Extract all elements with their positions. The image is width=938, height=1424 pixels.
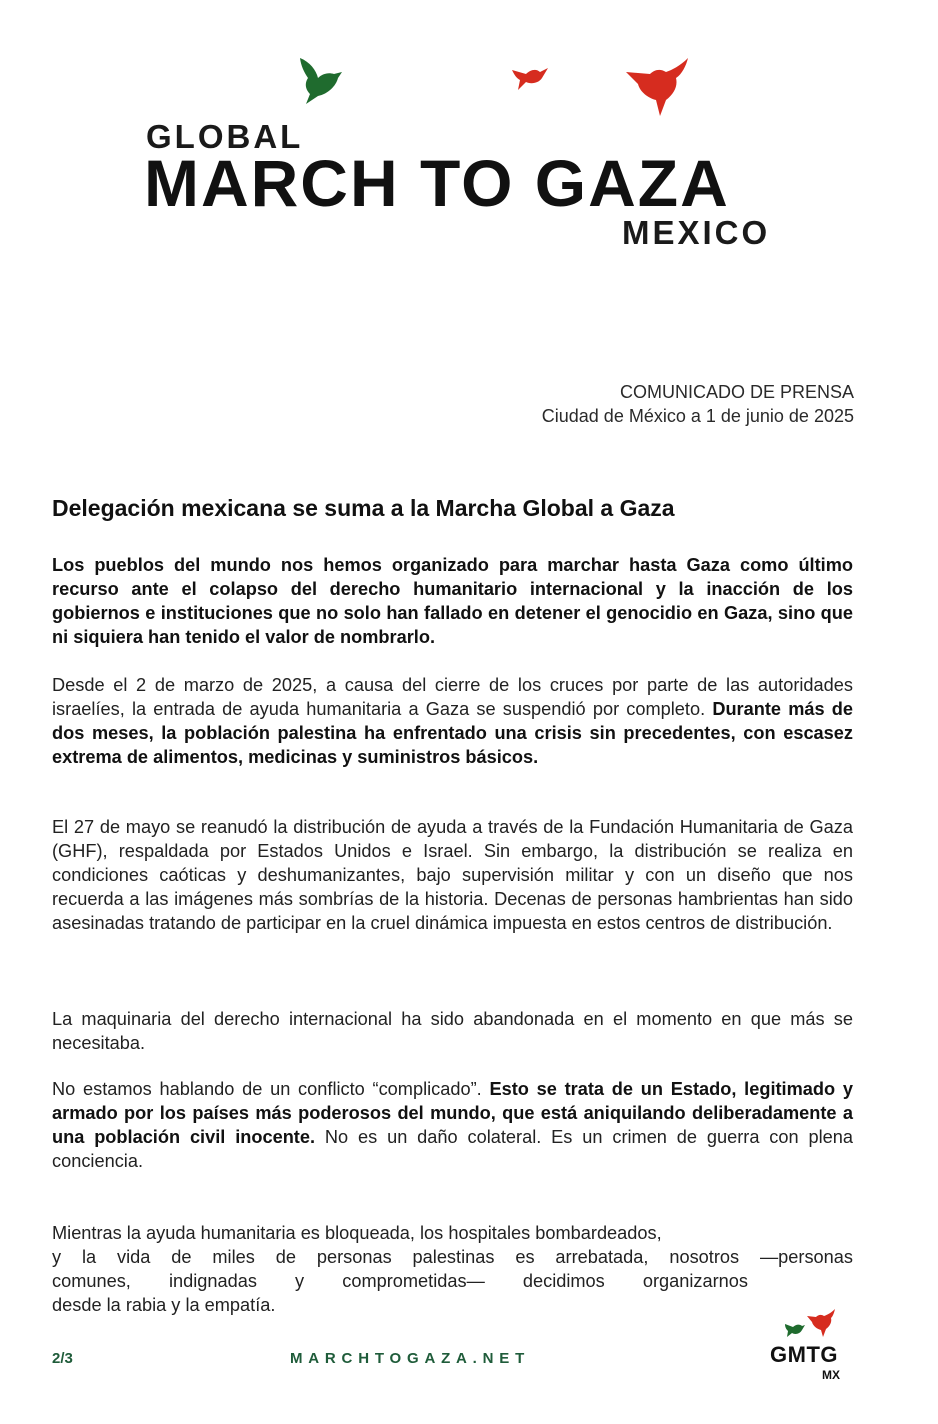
paragraph-2 [52, 673, 853, 769]
small-red-dove-icon [510, 66, 550, 92]
paragraph-5-text-a: No estamos hablando de un conflicto “complicado”. [52, 1079, 490, 1099]
logo-country-text: MEXICO [622, 214, 771, 251]
footer-brand-logo [768, 1306, 858, 1386]
logo-main-text: MARCH TO GAZA [144, 146, 730, 220]
press-label: COMUNICADO DE PRENSA [619, 382, 854, 402]
paragraph-5 [52, 1077, 853, 1173]
paragraph-6-line-3: comunes, indignadas y comprometidas— decidimos organizarnos [52, 1271, 748, 1291]
press-header [542, 380, 854, 428]
logo-global-text: GLOBAL [146, 118, 304, 155]
large-red-dove-icon [624, 56, 690, 118]
paragraph-5-bold: Esto se trata de un Estado, legitimado y armado por los países más poderosos del mundo, que está aniquilando deliberadamente a una población civil inocente. [52, 1079, 853, 1147]
paragraph-3: El 27 de mayo se reanudó la distribución de ayuda a través de la Fundación Humanitaria de Gaza (GHF), respaldada por Estados Unidos e Israel. Sin embargo, la distribución se realiza en condiciones caóticas y deshumanizantes, bajo supervisión militar y con un diseño que nos recuerda a las imágenes más sombrías de la historia. Decenas de personas hambrientas han sido asesinadas tratando de participar en la cruel dinámica impuesta en estos centros de distribución. [52, 817, 853, 933]
footer-brand-text: GMTG [770, 1342, 838, 1367]
paragraph-6-line-1: Mientras la ayuda humanitaria es bloqueada, los hospitales bombardeados, [52, 1223, 662, 1243]
footer-red-dove-icon [806, 1308, 836, 1338]
paragraph-2-text: Desde el 2 de marzo de 2025, a causa del cierre de los cruces por parte de las autoridades israelíes, la entrada de ayuda humanitaria a Gaza se suspendió por completo. [52, 675, 853, 719]
green-dove-icon [296, 54, 346, 106]
page-title: Delegación mexicana se suma a la Marcha Global a Gaza [52, 495, 675, 521]
page-number: 2/3 [52, 1350, 73, 1367]
footer-brand-sub: MX [822, 1368, 840, 1382]
press-dateline: Ciudad de México a 1 de junio de 2025 [541, 406, 854, 426]
paragraph-4: La maquinaria del derecho internacional ha sido abandonada en el momento en que más se necesitaba. [52, 1009, 853, 1053]
paragraph-6-line-2: y la vida de miles de personas palestinas es arrebatada, nosotros —personas [52, 1247, 853, 1267]
footer-green-dove-icon [784, 1320, 806, 1338]
paragraph-2-bold: Durante más de dos meses, la población palestina ha enfrentado una crisis sin precedentes, con escasez extrema de alimentos, medicinas y suministros básicos. [52, 699, 853, 767]
footer-url-link[interactable]: MARCHTOGAZA.NET [290, 1350, 531, 1367]
paragraph-6 [52, 1221, 853, 1317]
paragraph-5-text-c: No es un daño colateral. Es un crimen de guerra con plena conciencia. [52, 1127, 853, 1171]
paragraph-6-line-4: desde la rabia y la empatía. [52, 1295, 276, 1315]
header-logo [140, 52, 790, 252]
paragraph-1: Los pueblos del mundo nos hemos organizado para marchar hasta Gaza como último recurso ante el colapso del derecho humanitario internacional y la inacción de los gobiernos e instituciones que no solo han fallado en detener el genocidio en Gaza, sino que ni siquiera han tenido el valor de nombrarlo. [52, 555, 853, 647]
